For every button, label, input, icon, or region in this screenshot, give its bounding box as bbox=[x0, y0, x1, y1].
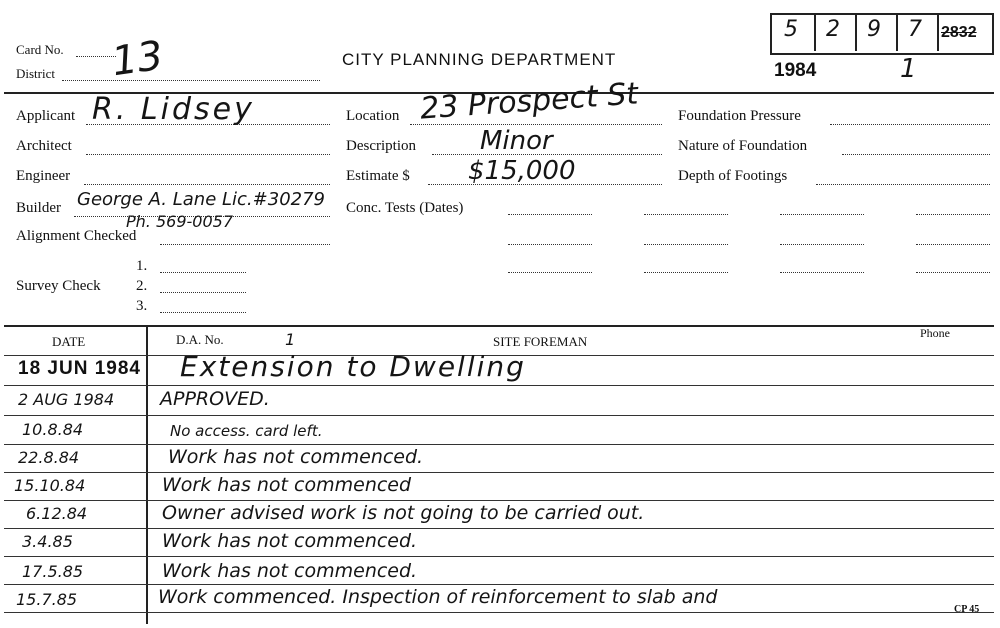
log-row-date: 22.8.84 bbox=[18, 448, 80, 467]
log-header-da-value: 1 bbox=[285, 330, 296, 349]
district-value: 13 bbox=[109, 32, 166, 86]
conc-line bbox=[780, 214, 864, 215]
log-row-entry: Owner advised work is not going to be carried out. bbox=[162, 502, 645, 524]
survey-label: Survey Check bbox=[16, 278, 101, 294]
survey-line-3 bbox=[160, 312, 246, 313]
log-row-entry: Work has not commenced. bbox=[162, 530, 418, 552]
log-row-entry: Extension to Dwelling bbox=[180, 350, 526, 383]
log-row-line bbox=[4, 612, 994, 613]
estimate-value: $15,000 bbox=[468, 156, 576, 186]
survey-item-1: 1. bbox=[136, 258, 148, 274]
conc-line bbox=[644, 214, 728, 215]
form-code: CP 45 bbox=[954, 604, 980, 615]
survey-item-3: 3. bbox=[136, 298, 148, 314]
foundation-pressure-line bbox=[830, 124, 990, 125]
date-column-divider bbox=[146, 326, 148, 624]
card-no-line bbox=[76, 56, 116, 57]
conc-line bbox=[916, 272, 990, 273]
log-row-entry: Work has not commenced bbox=[162, 474, 412, 496]
applicant-label: Applicant bbox=[16, 108, 76, 124]
log-row-line bbox=[4, 556, 994, 557]
log-row-date: 10.8.84 bbox=[22, 420, 84, 439]
survey-line-1 bbox=[160, 272, 246, 273]
box-divider bbox=[814, 15, 816, 51]
engineer-label: Engineer bbox=[16, 168, 71, 184]
log-header-date: DATE bbox=[52, 334, 86, 349]
district-label: District bbox=[16, 66, 55, 81]
year-suffix: 1 bbox=[900, 54, 917, 84]
number-box-3: 9 bbox=[867, 17, 881, 42]
district-line bbox=[62, 80, 320, 81]
estimate-label: Estimate $ bbox=[346, 168, 410, 184]
log-row-line bbox=[4, 500, 994, 501]
log-row-line bbox=[4, 584, 994, 585]
number-box-1: 5 bbox=[784, 17, 798, 42]
conc-line bbox=[508, 272, 592, 273]
log-row-date: 6.12.84 bbox=[26, 504, 88, 523]
log-row-line bbox=[4, 472, 994, 473]
conc-tests-label: Conc. Tests (Dates) bbox=[346, 200, 464, 216]
description-label: Description bbox=[346, 138, 416, 154]
log-row-entry: Work has not commenced. bbox=[168, 446, 424, 468]
builder-value-line2: Ph. 569-0057 bbox=[126, 212, 233, 231]
description-value: Minor bbox=[480, 126, 553, 156]
survey-line-2 bbox=[160, 292, 246, 293]
log-row-date: 2 AUG 1984 bbox=[18, 390, 115, 409]
builder-value-line1: George A. Lane Lic.#30279 bbox=[77, 189, 326, 210]
log-top-border bbox=[4, 325, 994, 327]
box-divider bbox=[896, 15, 898, 51]
log-row-date: 15.7.85 bbox=[16, 590, 78, 609]
log-row-entry: Work has not commenced. bbox=[162, 560, 418, 582]
year: 1984 bbox=[774, 60, 817, 81]
architect-label: Architect bbox=[16, 138, 72, 154]
depth-footings-line bbox=[816, 184, 990, 185]
conc-line bbox=[508, 214, 592, 215]
log-header-da-no: D.A. No. bbox=[176, 332, 224, 347]
conc-line bbox=[780, 244, 864, 245]
depth-footings-label: Depth of Footings bbox=[678, 168, 788, 184]
alignment-label: Alignment Checked bbox=[16, 228, 137, 244]
log-row-date: 3.4.85 bbox=[22, 532, 73, 551]
log-row-line bbox=[4, 385, 994, 386]
builder-label: Builder bbox=[16, 200, 61, 216]
nature-foundation-label: Nature of Foundation bbox=[678, 138, 808, 154]
log-row-line bbox=[4, 444, 994, 445]
box-divider bbox=[937, 15, 939, 51]
log-row-line bbox=[4, 415, 994, 416]
number-box-4: 7 bbox=[908, 17, 922, 42]
log-row-date: 18 JUN 1984 bbox=[18, 358, 141, 379]
log-row-line bbox=[4, 528, 994, 529]
engineer-line bbox=[84, 184, 330, 185]
log-header-site-foreman: SITE FOREMAN bbox=[493, 334, 588, 349]
log-row-date: 17.5.85 bbox=[22, 562, 84, 581]
location-value: 23 Prospect St bbox=[419, 76, 640, 127]
log-header-phone: Phone bbox=[920, 326, 950, 340]
number-box-2: 2 bbox=[826, 17, 840, 42]
survey-item-2: 2. bbox=[136, 278, 148, 294]
conc-line bbox=[644, 272, 728, 273]
box-divider bbox=[855, 15, 857, 51]
card-no-label: Card No. bbox=[16, 42, 64, 57]
conc-line bbox=[916, 214, 990, 215]
conc-line bbox=[644, 244, 728, 245]
department-title: CITY PLANNING DEPARTMENT bbox=[342, 50, 617, 69]
log-row-entry: APPROVED. bbox=[160, 388, 270, 410]
log-row-entry: No access. card left. bbox=[170, 422, 323, 440]
conc-line bbox=[780, 272, 864, 273]
conc-line bbox=[508, 244, 592, 245]
applicant-value: R. Lidsey bbox=[92, 92, 255, 127]
number-box-5-struck: 2832 bbox=[941, 24, 977, 41]
architect-line bbox=[86, 154, 330, 155]
log-row-entry: Work commenced. Inspection of reinforcement to slab and bbox=[158, 586, 718, 608]
nature-foundation-line bbox=[842, 154, 990, 155]
conc-line bbox=[916, 244, 990, 245]
alignment-line bbox=[160, 244, 330, 245]
log-row-date: 15.10.84 bbox=[14, 476, 86, 495]
location-label: Location bbox=[346, 108, 400, 124]
foundation-pressure-label: Foundation Pressure bbox=[678, 108, 801, 124]
